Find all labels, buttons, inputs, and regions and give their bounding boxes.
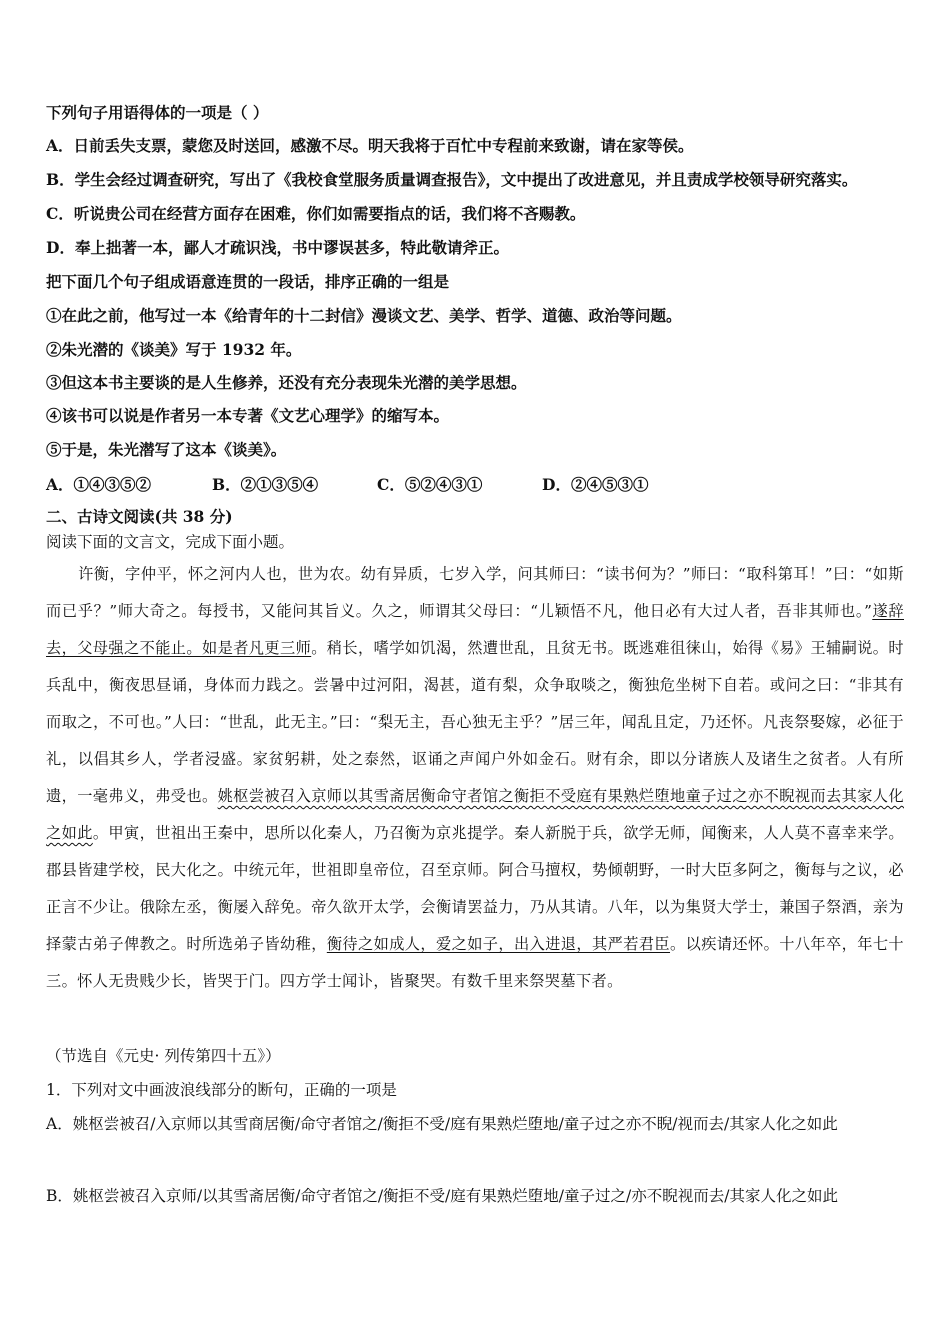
section-instruction: 阅读下面的文言文，完成下面小题。 [46, 533, 295, 551]
classical-passage [46, 556, 904, 1000]
option-c-usage: C．听说贵公司在经营方面存在困难，你们如需要指点的话，我们将不吝赐教。 [46, 204, 586, 223]
option-a-usage: A．日前丢失支票，蒙您及时送回，感激不尽。明天我将于百忙中专程前来致谢，请在家等侯。 [46, 136, 694, 155]
passage-source: （节选自《元史· 列传第四十五》） [46, 1047, 281, 1065]
sentence-4: ④该书可以说是作者另一本专著《文艺心理学》的缩写本。 [46, 406, 450, 425]
sentence-3: ③但这本书主要谈的是人生修养，还没有充分表现朱光潜的美学思想。 [46, 373, 527, 392]
sentence-1: ①在此之前，他写过一本《给青年的十二封信》漫谈文艺、美学、哲学、道德、政治等问题。 [46, 306, 682, 325]
question-1-option-a: A．姚枢尝被召/入京师以其雪商居衡/命守者馆之/衡拒不受/庭有果熟烂堕地/童子过之亦不睨/视而去/其家人化之如此 [46, 1115, 838, 1133]
question-1-stem: 1．下列对文中画波浪线部分的断句，正确的一项是 [46, 1081, 397, 1099]
passage-text: 。甲寅，世祖出王秦中，思所以化秦人，乃召衡为京兆提学。秦人新脱于兵，欲学无师，闻衡来，人人莫不喜幸来学。郡县皆建学校，民大化之。中统元年，世祖即皇帝位，召至京师。阿合马擅权，势倾朝野，一时大臣多阿之，衡每与之议，必正言不少让。俄除左丞，衡屡入辞免。帝久欲开太学，会衡请罢益力，乃从其请。八年，以为集贤大学士，兼国子祭酒，亲为择蒙古弟子俾教之。时所选弟子皆幼稚， [46, 824, 904, 953]
section-heading: 二、古诗文阅读(共 38 分) [46, 507, 233, 526]
option-d-usage: D．奉上拙著一本，鄙人才疏识浅，书中谬误甚多，特此敬请斧正。 [46, 238, 509, 257]
sentence-5: ⑤于是，朱光潜写了这本《谈美》。 [46, 440, 287, 459]
question-1-option-b: B．姚枢尝被召入京师/以其雪斋居衡/命守者馆之/衡拒不受/庭有果熟烂堕地/童子过之/亦不睨视而去/其家人化之如此 [46, 1187, 838, 1205]
wavy-underlined-passage: 姚枢尝被召入京师以其雪斋居衡命守者馆之衡拒不受庭有果熟烂堕地童子过之亦不睨视而去其家人化之如此 [46, 787, 904, 842]
passage-text: 许衡，字仲平，怀之河内人也，世为农。幼有异质，七岁入学，问其师曰：“读书何为？”师曰：“取科第耳！”曰：“如斯而已乎？”师大奇之。每授书，又能问其旨义。久之，师谓其父母曰：“儿颖悟不凡，他日必有大过人者，吾非其师也。” [46, 565, 904, 620]
passage-text: 。以疾请还怀。十八年卒，年七十三。怀人无贵贱少长，皆哭于门。四方学士闻讣，皆聚哭。有数千里来祭哭墓下者。 [46, 935, 905, 990]
option-a-order: A．①④③⑤② [46, 475, 152, 494]
option-d-order: D．②④⑤③① [542, 475, 649, 494]
option-b-order: B．②①③⑤④ [212, 475, 319, 494]
question-stem-usage: 下列句子用语得体的一项是（ ） [46, 103, 269, 122]
underlined-sentence: 衡待之如成人，爱之如子，出入进退，其严若君臣 [326, 935, 671, 953]
sentence-2: ②朱光潜的《谈美》写于 1932 年。 [46, 340, 302, 359]
passage-text: 。稍长，嗜学如饥渴，然遭世乱，且贫无书。既逃难徂徕山，始得《易》王辅嗣说。时兵乱中，衡夜思昼诵，身体而力践之。尝暑中过河阳，渴甚，道有梨，众争取啖之，衡独危坐树下自若。或问之曰：“非其有而取之，不可也。”人曰：“世乱，此无主。”曰：“梨无主，吾心独无主乎？”居三年，闻乱且定，乃还怀。凡丧祭娶嫁，必征于礼，以倡其乡人，学者浸盛。家贫躬耕，处之泰然，讴诵之声闻户外如金石。财有余，即以分诸族人及诸生之贫者。人有所遗，一毫弗义，弗受也。 [46, 639, 904, 805]
underlined-sentence: 遂辞去，父母强之不能止。如是者凡更三师 [46, 602, 904, 657]
option-c-order: C．⑤②④③① [377, 475, 483, 494]
option-b-usage: B．学生会经过调查研究，写出了《我校食堂服务质量调查报告》，文中提出了改进意见，并且责成学校领导研究落实。 [46, 170, 858, 189]
question-stem-order: 把下面几个句子组成语意连贯的一段话，排序正确的一组是 [46, 272, 450, 291]
